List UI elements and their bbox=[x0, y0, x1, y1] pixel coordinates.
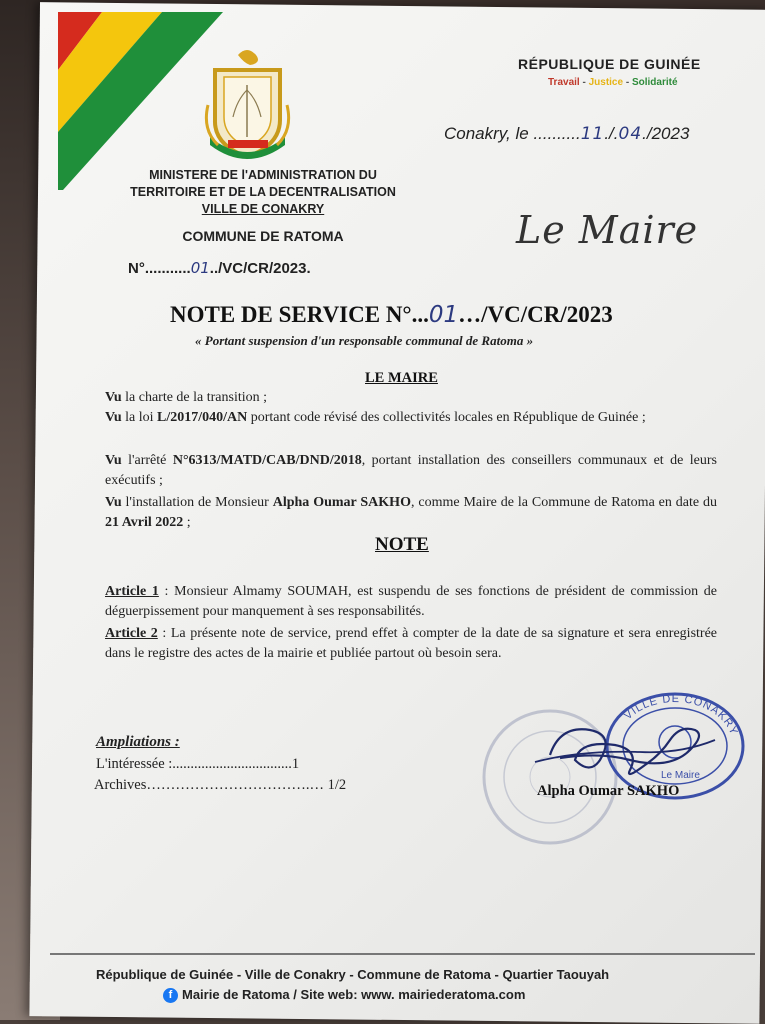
note-heading: NOTE bbox=[375, 534, 429, 555]
visa-installation-e: ; bbox=[183, 515, 191, 530]
footer-contact bbox=[163, 987, 525, 1003]
article-2 bbox=[105, 624, 717, 664]
article-1 bbox=[105, 582, 717, 622]
reference-suffix: ../VC/CR/2023. bbox=[209, 260, 311, 277]
motto-solidarite: Solidarité bbox=[631, 77, 678, 88]
date-separator: ./. bbox=[604, 124, 619, 143]
commune-name: COMMUNE DE RATOMA bbox=[182, 228, 344, 244]
visa-charte-text: la charte de la transition ; bbox=[125, 390, 268, 405]
visa-arrete bbox=[105, 451, 717, 491]
visa-installation-a: l'installation de Monsieur bbox=[125, 495, 273, 510]
document-date bbox=[444, 124, 689, 144]
date-dots: .......... bbox=[533, 124, 581, 143]
national-motto bbox=[548, 77, 678, 88]
footer-address: République de Guinée - Ville de Conakry - Commune de Ratoma - Quartier Taouyah bbox=[96, 967, 610, 982]
vu-label: Vu bbox=[105, 453, 122, 468]
signer-name: Alpha Oumar SAKHO bbox=[537, 783, 680, 799]
date-day: 11 bbox=[580, 124, 605, 144]
note-title-number: 01 bbox=[428, 302, 459, 328]
city-name: VILLE DE CONAKRY bbox=[201, 202, 325, 216]
footer-contact-text: Mairie de Ratoma / Site web: www. mairiederatoma.com bbox=[182, 987, 526, 1002]
article-1-text: : Monsieur Almamy SOUMAH, est suspendu de ses fonctions de président de commission de déguerpissement pour manquement à ses responsabilités. bbox=[105, 584, 717, 619]
le-maire-heading: Le Maire bbox=[516, 208, 699, 252]
visa-arrete-a: l'arrêté bbox=[128, 453, 173, 468]
national-emblem-icon bbox=[200, 45, 295, 165]
motto-travail: Travail bbox=[548, 77, 580, 88]
note-subtitle: « Portant suspension d'un responsable communal de Ratoma » bbox=[195, 333, 534, 348]
visa-loi-a: la loi bbox=[125, 410, 158, 425]
motto-justice: Justice bbox=[588, 77, 624, 88]
reference-handwritten-number: 01 bbox=[190, 259, 210, 277]
visa-installation bbox=[105, 493, 717, 533]
note-title bbox=[170, 302, 613, 328]
ampliations-title: Ampliations : bbox=[96, 734, 180, 750]
motto-separator: - bbox=[623, 77, 632, 88]
visa-charte bbox=[105, 388, 717, 408]
article-2-text: : La présente note de service, prend effet à compter de la date de sa signature et sera enregistrée dans le registre des actes de la mairie et publiée partout où besoin sera. bbox=[105, 626, 717, 661]
facebook-icon: f bbox=[163, 988, 178, 1003]
article-1-label: Article 1 bbox=[105, 584, 159, 599]
handwritten-signature bbox=[520, 700, 720, 790]
vu-label: Vu bbox=[105, 495, 122, 510]
stamp-inner-text: Le Maire bbox=[661, 770, 700, 781]
date-month: 04 bbox=[618, 124, 643, 144]
visa-loi bbox=[105, 408, 717, 428]
visa-loi-ref: L/2017/040/AN bbox=[157, 410, 248, 425]
article-2-label: Article 2 bbox=[105, 626, 158, 641]
ministry-name bbox=[118, 167, 408, 218]
date-prefix: Conakry, le bbox=[444, 124, 534, 143]
stamp-arc-text: VILLE DE CONAKRY bbox=[622, 692, 740, 738]
vu-label: Vu bbox=[105, 410, 122, 425]
note-title-prefix: NOTE DE SERVICE N°... bbox=[170, 302, 429, 327]
reference-number bbox=[128, 259, 311, 277]
mayor-name: Alpha Oumar SAKHO bbox=[272, 495, 411, 510]
ampliation-interessee: L'intéressée :.................................1 bbox=[96, 756, 300, 772]
motto-separator: - bbox=[579, 77, 589, 88]
visa-loi-c: portant code révisé des collectivités locales en République de Guinée ; bbox=[247, 410, 646, 425]
ministry-line-2: TERRITOIRE ET DE LA DECENTRALISATION bbox=[130, 185, 396, 199]
vu-label: Vu bbox=[105, 390, 122, 405]
ministry-line-1: MINISTERE DE l'ADMINISTRATION DU bbox=[149, 168, 377, 182]
note-title-suffix: …/VC/CR/2023 bbox=[458, 302, 613, 327]
republic-title: RÉPUBLIQUE DE GUINÉE bbox=[518, 56, 701, 72]
visa-arrete-ref: N°6313/MATD/CAB/DND/2018 bbox=[172, 453, 362, 468]
visa-arrete-c: , portant installation des conseillers communaux et de leurs exécutifs ; bbox=[105, 453, 718, 488]
visa-installation-c: , comme Maire de la Commune de Ratoma en date du bbox=[410, 495, 718, 510]
date-year: ./2023 bbox=[642, 124, 690, 143]
reference-prefix: N°........... bbox=[128, 260, 191, 277]
ampliation-archives: Archives…………………………….… 1/2 bbox=[94, 777, 347, 793]
installation-date: 21 Avril 2022 bbox=[105, 515, 184, 530]
le-maire-label: LE MAIRE bbox=[365, 370, 438, 386]
footer-divider bbox=[50, 953, 755, 955]
